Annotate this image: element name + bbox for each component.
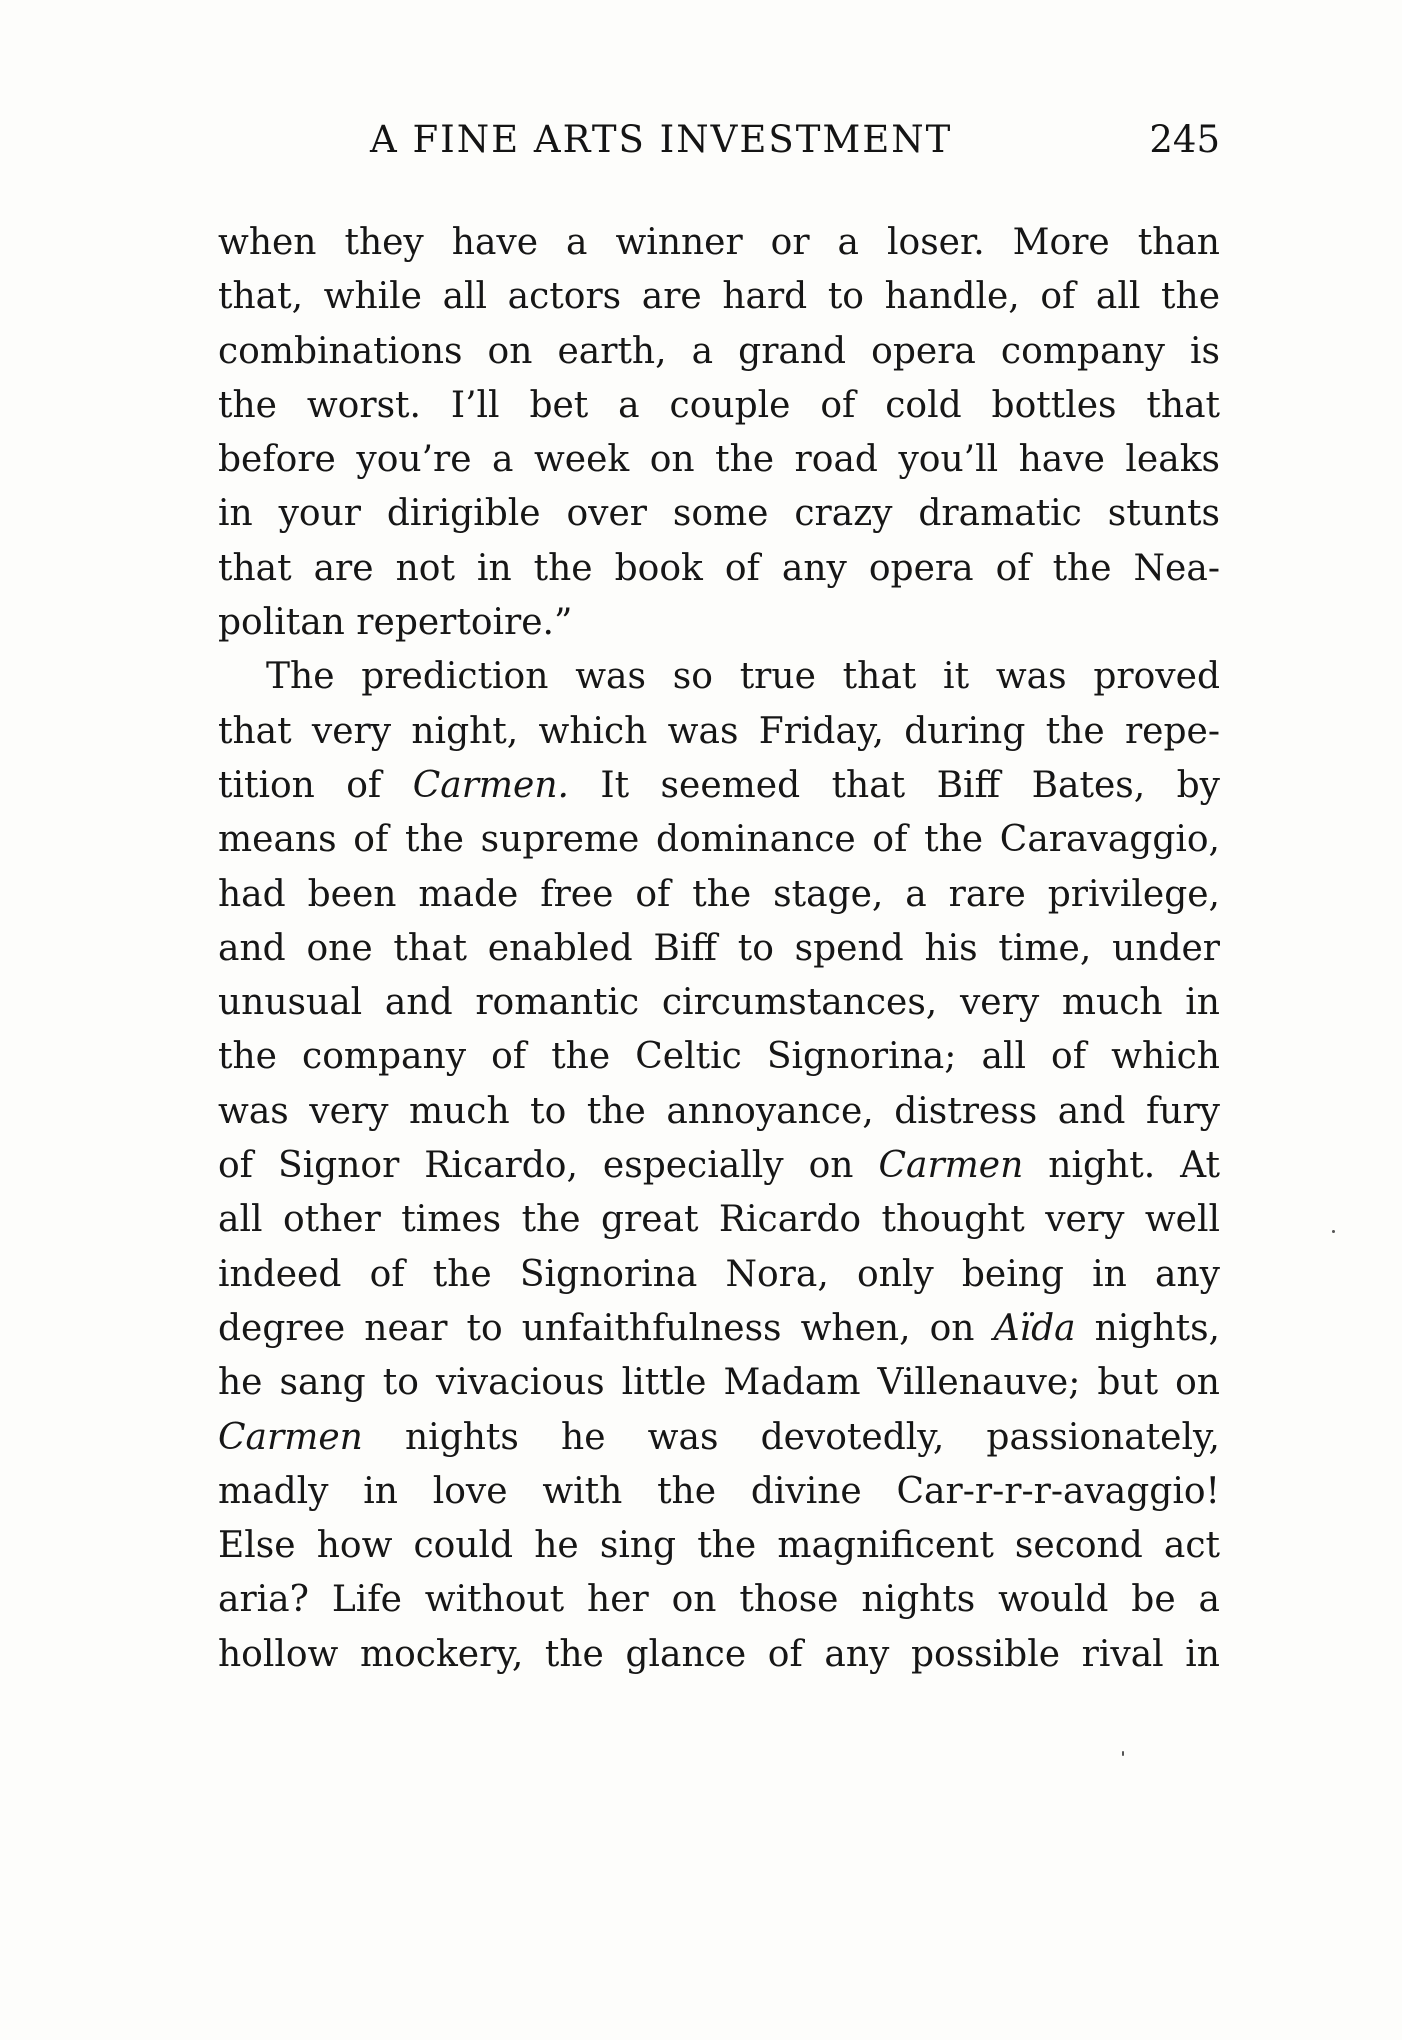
- text-line: [218, 759, 1220, 813]
- text-line: the company of the Celtic Signorina; all of which: [218, 1036, 1220, 1078]
- text-line: politan repertoire.”: [218, 602, 573, 644]
- paper-speck: [1332, 1230, 1335, 1233]
- text-run: degree near to unfaithfulness when, on: [218, 1307, 994, 1349]
- italic-title: Carmen: [878, 1145, 1024, 1187]
- italic-title: Carmen: [218, 1416, 363, 1458]
- text-line: indeed of the Signorina Nora, only being in any: [218, 1253, 1220, 1295]
- text-line: [218, 1302, 1220, 1356]
- text-line: that very night, which was Friday, during the repe-: [218, 710, 1220, 752]
- text-line: hollow mockery, the glance of any possible rival in: [218, 1633, 1220, 1675]
- paragraph: [218, 650, 1220, 1682]
- italic-title: Carmen.: [412, 764, 569, 806]
- page-number: 245: [1149, 118, 1220, 161]
- text-line: madly in love with the divine Car-r-r-r-avaggio!: [218, 1470, 1220, 1512]
- text-run: nights,: [1075, 1307, 1220, 1349]
- text-line: all other times the great Ricardo thought very well: [218, 1199, 1220, 1241]
- text-line: that, while all actors are hard to handle, of all the: [218, 276, 1220, 318]
- text-line: unusual and romantic circumstances, very much in: [218, 982, 1220, 1024]
- text-line: that are not in the book of any opera of the Nea-: [218, 547, 1220, 589]
- paper-speck: [1122, 1751, 1124, 1756]
- italic-title: Aïda: [993, 1307, 1076, 1349]
- text-line: when they have a winner or a loser. More than: [218, 222, 1220, 263]
- running-head: [218, 118, 1220, 170]
- text-line: Else how could he sing the magnificent second act: [218, 1525, 1220, 1567]
- paragraph: [218, 216, 1220, 650]
- text-line: had been made free of the stage, a rare privilege,: [218, 873, 1220, 915]
- text-line: he sang to vivacious little Madam Villenauve; but on: [218, 1362, 1220, 1404]
- body-text: [218, 216, 1220, 1682]
- text-run: tition of: [218, 764, 413, 806]
- text-run: night. At: [1023, 1145, 1220, 1187]
- text-run: nights he was devotedly, passionately,: [362, 1416, 1220, 1458]
- text-line: aria? Life without her on those nights would be a: [218, 1579, 1220, 1621]
- text-line: and one that enabled Biff to spend his time, under: [218, 927, 1220, 969]
- text-line: means of the supreme dominance of the Caravaggio,: [218, 819, 1220, 861]
- text-line: combinations on earth, a grand opera company is: [218, 330, 1220, 372]
- text-line: before you’re a week on the road you’ll have leaks: [218, 439, 1220, 481]
- text-line: The prediction was so true that it was proved: [266, 656, 1220, 698]
- text-line: [218, 1139, 1220, 1193]
- text-line: the worst. I’ll bet a couple of cold bottles that: [218, 384, 1220, 426]
- text-line: [218, 1411, 1220, 1465]
- running-title: A FINE ARTS INVESTMENT: [370, 118, 953, 161]
- text-run: It seemed that Biff Bates, by: [569, 764, 1220, 806]
- text-run: of Signor Ricardo, especially on: [218, 1145, 879, 1187]
- text-line: was very much to the annoyance, distress and fury: [218, 1090, 1220, 1132]
- text-line: in your dirigible over some crazy dramatic stunts: [218, 493, 1220, 535]
